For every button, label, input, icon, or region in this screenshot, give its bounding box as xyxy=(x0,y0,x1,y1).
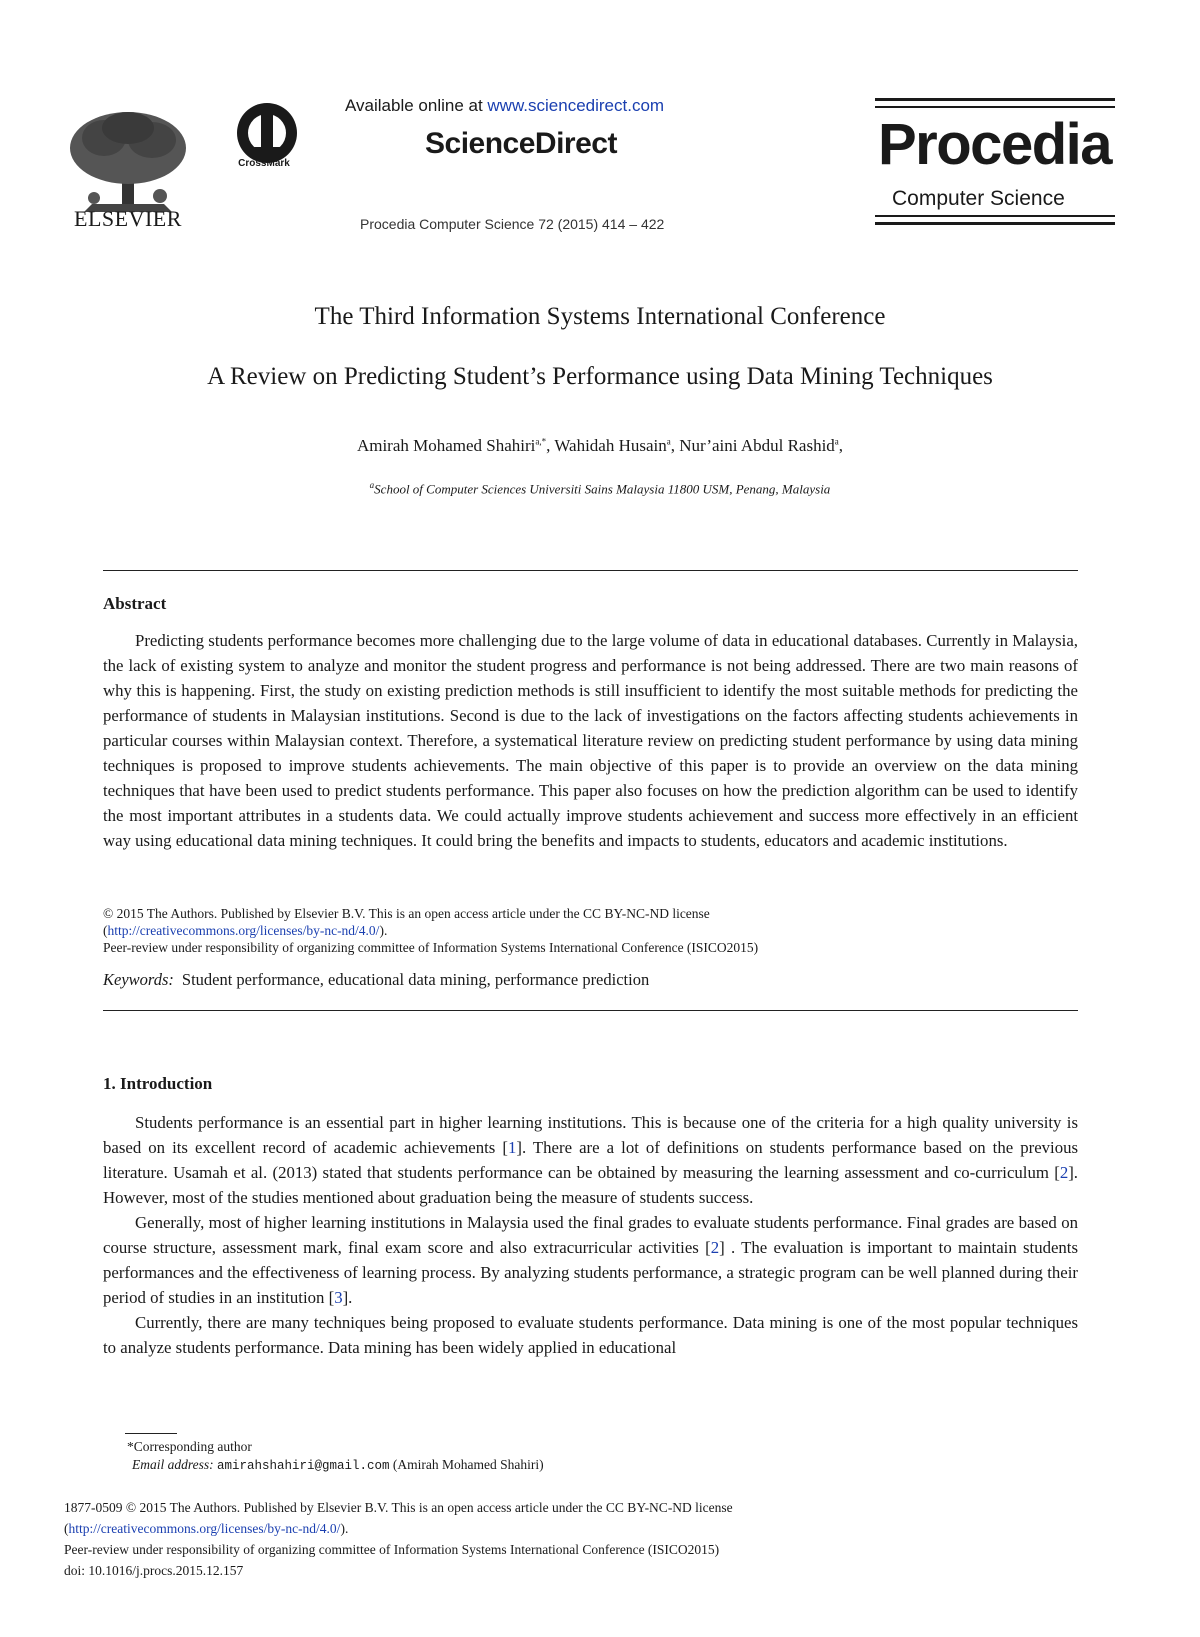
procedia-rule-top-thin xyxy=(875,106,1115,108)
author-3-sup: a xyxy=(834,436,839,447)
email-label: Email address: xyxy=(132,1457,214,1472)
conference-title: The Third Information Systems International Conference xyxy=(314,303,886,330)
author-list: Amirah Mohamed Shahiri$^{a,*}$, Wahidah Husain$^a$, Nur’aini Abdul Rashid$^a$, xyxy=(356,436,844,455)
procedia-subtitle: Computer Science xyxy=(892,187,1065,210)
keywords-label: Keywords: xyxy=(103,970,174,989)
available-online-text xyxy=(345,96,664,116)
procedia-rule-bottom-thin xyxy=(875,215,1115,217)
abstract-copyright xyxy=(103,905,1078,956)
intro-paragraph-2 xyxy=(103,1210,1078,1310)
sciencedirect-link[interactable]: www.sciencedirect.com xyxy=(487,96,665,115)
available-prefix: Available online at xyxy=(345,96,488,115)
email-address[interactable]: amirahshahiri@gmail.com xyxy=(217,1459,390,1473)
introduction-body xyxy=(103,1110,1078,1360)
intro-p1-text-b: ]. There are a lot of definitions on students performance based on the previous literature. Usamah et al. (2013) stated that students performance can be obtained by measuring the learning assessment and co-curriculum [ xyxy=(103,1138,1079,1182)
citation-link[interactable]: 1 xyxy=(507,1138,517,1157)
corresponding-author-note: *Corresponding author xyxy=(127,1439,252,1454)
author-1: Amirah Mohamed Shahiri xyxy=(356,436,536,455)
keywords-line xyxy=(103,970,649,990)
intro-p2-text-a: Generally, most of higher learning institutions in Malaysia used the final grades to evaluate students performance. Final grades are based on course structure, assessment mark, final exam score and also extracurricular activities [ xyxy=(103,1213,1078,1257)
divider-bottom xyxy=(103,1010,1078,1011)
abstract-text: Predicting students performance becomes more challenging due to the large volume of data in educational databases. Currently in Malaysia, the lack of existing system to analyze and monitor the student progress and performance is not being addressed. There are two main reasons of why this is happening. First, the study on existing prediction methods is still insufficient to identify the most suitable methods for predicting the performance of students in Malaysian institutions. Second is due to the lack of investigations on the factors affecting students achievements in particular courses within Malaysian context. Therefore, a systematical literature review on predicting student performance by using data mining techniques is proposed to improve students achievements. The main objective of this paper is to provide an overview on the data mining techniques that have been used to predict students performance. This paper also focuses on how the prediction algorithm can be used to identify the most important attributes in a students data. We could actually improve students achievement and success more effectively in an efficient way using educational data mining techniques. It could bring the benefits and impacts to students, educators and academic institutions. xyxy=(103,631,1078,850)
copyright-line: © 2015 The Authors. Published by Elsevier B.V. This is an open access article under the CC BY-NC-ND license xyxy=(103,906,710,921)
citation-link[interactable]: 3 xyxy=(334,1288,343,1307)
intro-paragraph-1 xyxy=(103,1110,1078,1210)
affiliation-text: School of Computer Sciences Universiti Sains Malaysia 11800 USM, Penang, Malaysia xyxy=(374,481,831,497)
sciencedirect-wordmark: ScienceDirect xyxy=(425,127,617,160)
intro-p2-text-c: ]. xyxy=(342,1288,353,1307)
keywords-text: Student performance, educational data mining, performance prediction xyxy=(181,970,650,989)
abstract-heading: Abstract xyxy=(103,594,167,613)
journal-reference: Procedia Computer Science 72 (2015) 414 – 422 xyxy=(360,216,665,232)
email-owner: (Amirah Mohamed Shahiri) xyxy=(392,1457,544,1472)
intro-p1-text-c: ]. However, most of the studies mentioned about graduation being the measure of students success. xyxy=(103,1163,1078,1207)
license-link[interactable]: http://creativecommons.org/licenses/by-nc-nd/4.0/ xyxy=(107,923,380,938)
procedia-rule-bottom xyxy=(875,222,1115,225)
footnote-rule xyxy=(125,1433,177,1434)
introduction-heading: 1. Introduction xyxy=(103,1074,213,1093)
paper-title: A Review on Predicting Student’s Performance using Data Mining Techniques xyxy=(207,363,993,390)
author-2-sup: a xyxy=(666,436,671,447)
elsevier-wordmark: ELSEVIER xyxy=(74,206,182,231)
intro-p1-text-a: Students performance is an essential part in higher learning institutions. This is because one of the criteria for a high quality university is based on its excellent record of academic achievements [ xyxy=(103,1113,1078,1157)
email-footnote xyxy=(132,1457,544,1473)
intro-p2-text-b: ] . The evaluation is important to maintain students performances and the effectiveness of learning process. By analyzing students performance, a strategic program can be well planned during their period of studies in an institution [ xyxy=(103,1238,1079,1307)
affiliation-sup: a xyxy=(369,480,375,490)
abstract-body xyxy=(103,628,1078,853)
license-line: (http://creativecommons.org/licenses/by-nc-nd/4.0/). xyxy=(103,923,388,938)
intro-paragraph-3: Currently, there are many techniques being proposed to evaluate students performance. Data mining is one of the most popular techniques to analyze students performance. Data mining has been widely applied in educational xyxy=(103,1313,1078,1357)
license-line-3: Peer-review under responsibility of organizing committee of Information Systems International Conference (ISICO2015) xyxy=(64,1542,720,1557)
citation-link[interactable]: 2 xyxy=(1059,1163,1069,1182)
author-2: Wahidah Husain xyxy=(554,436,667,455)
author-1-sup: a,* xyxy=(535,436,547,447)
affiliation xyxy=(0,480,1200,497)
crossmark-label: CrossMark xyxy=(238,158,290,169)
divider-top xyxy=(103,570,1078,571)
doi-line[interactable]: doi: 10.1016/j.procs.2015.12.157 xyxy=(64,1563,244,1578)
procedia-wordmark: Procedia xyxy=(878,112,1111,177)
license-block xyxy=(64,1497,733,1581)
citation-link[interactable]: 2 xyxy=(710,1238,720,1257)
license-line-1: 1877-0509 © 2015 The Authors. Published by Elsevier B.V. This is an open access article under the CC BY-NC-ND license xyxy=(64,1500,733,1515)
license-block-link[interactable]: http://creativecommons.org/licenses/by-nc-nd/4.0/ xyxy=(68,1521,341,1536)
license-line-2: (http://creativecommons.org/licenses/by-nc-nd/4.0/). xyxy=(64,1521,349,1536)
peer-review-line: Peer-review under responsibility of organizing committee of Information Systems International Conference (ISICO2015) xyxy=(103,940,759,955)
author-3: Nur’aini Abdul Rashid xyxy=(679,436,835,455)
procedia-rule-top xyxy=(875,98,1115,101)
